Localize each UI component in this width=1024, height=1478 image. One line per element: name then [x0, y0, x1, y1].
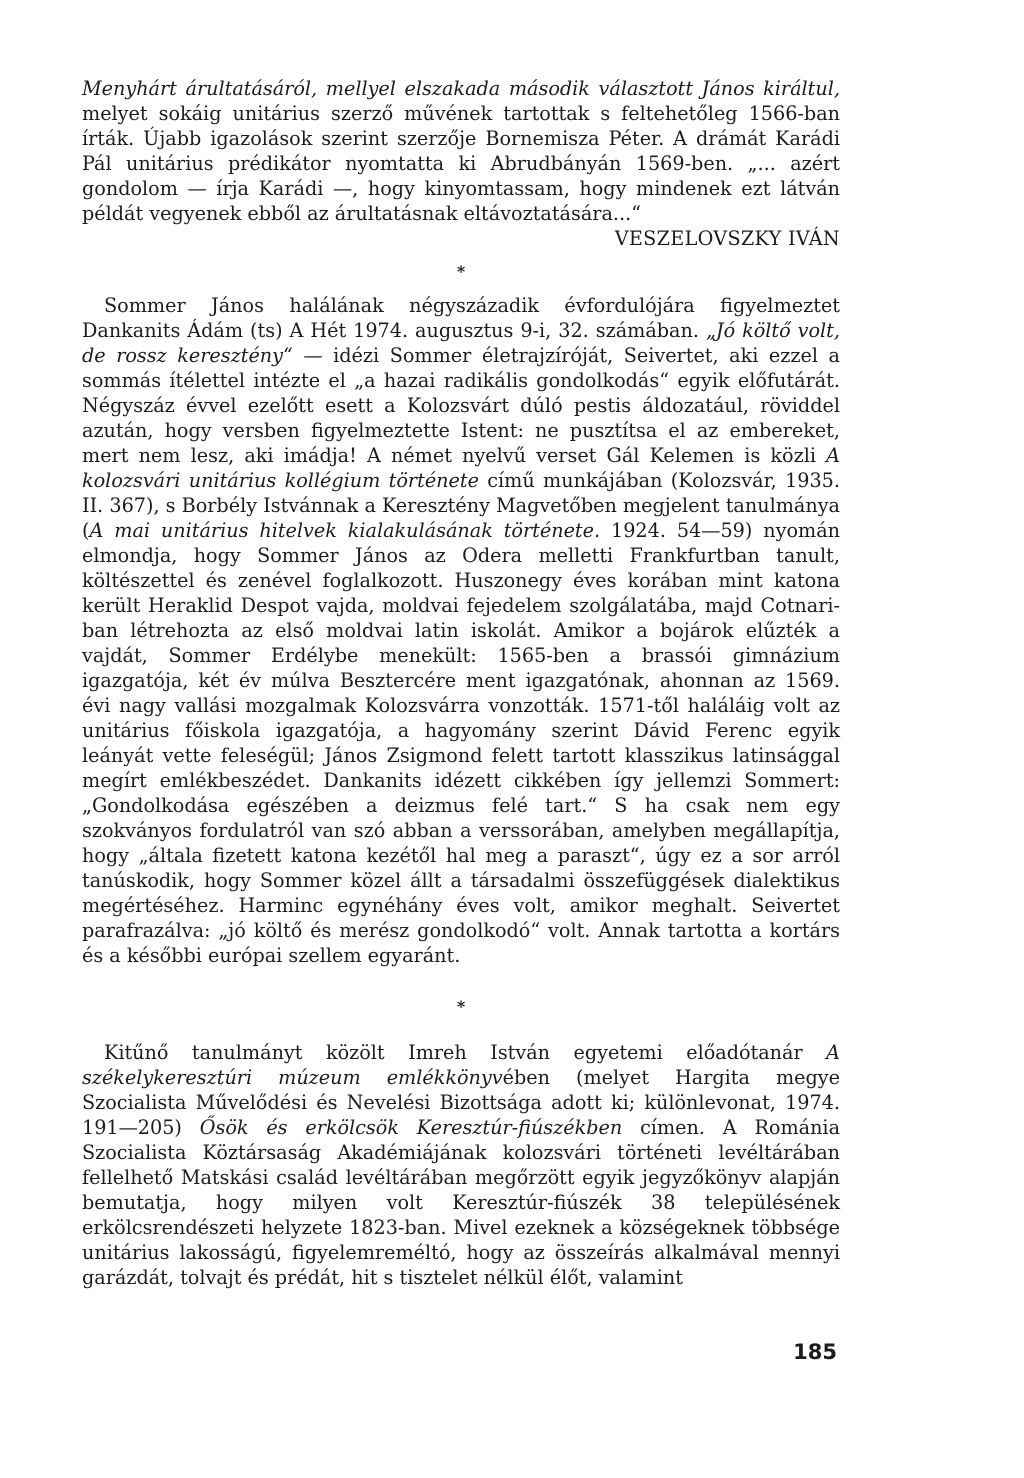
text-segment-italic: A mai unitárius hitelvek kialakulásának története.	[89, 519, 601, 542]
article2-paragraph	[82, 293, 840, 968]
section-separator: *	[456, 997, 466, 1016]
author-signature: VESZELOVSZKY IVÁN	[614, 227, 840, 250]
text-segment: ében (melyet Hargita megye Szocialista Művelődési és Nevelési Bizottsága adott ki; különlevonat, 1974. 191—205)	[82, 1066, 840, 1139]
text-segment-italic: „Jó költő volt, de rossz keresztény“	[82, 319, 840, 367]
text-segment: 1924. 54—59) nyomán elmondja, hogy Sommer János az Odera melletti Frankfurtban tanult, költészettel és zenével foglalkozott. Huszonegy éves korában mint katona került Heraklid Despot vajda, moldvai fejedelem szolgálatába, majd Cotnari-ban létrehozta az első moldvai latin iskolát. Amikor a bojárok elűzték a vajdát, Sommer Erdélybe menekült: 1565-ben a brassói gimnázium igazgatója, két év múlva Besztercére ment igazgatónak, ahonnan az 1569. évi nagy vallási mozgalmak Kolozsvárra vonzották. 1571-től haláláig volt az unitárius főiskola igazgatója, a hagyomány szerint Dávid Ferenc egyik leányát vette feleségül; János Zsigmond felett tartott klasszikus latinsággal megírt emlékbeszédet. Dankanits idézett cikkében így jellemzi Sommert: „Gondolkodása egészében a deizmus felé tart.“ S ha csak nem egy szokványos fordulatról van szó abban a verssorában, amelyben megállapítja, hogy „általa fizetett katona kezétől hal meg a paraszt“, úgy ez a sor arról tanúskodik, hogy Sommer közel állt a társadalmi összefüggések dialektikus megértéséhez. Harminc egynéhány éves volt, amikor meghalt. Seivertet parafrazálva: „jó költő és merész gondolkodó“ volt. Annak tartotta a kortárs és a későbbi európai szellem egyaránt.	[82, 519, 840, 967]
text-segment-italic: Ősök és erkölcsök Keresztúr-fiúszékben	[199, 1116, 623, 1139]
text-segment: címen. A Románia Szocialista Köztársaság Akadémiájának kolozsvári történeti levéltárában fellelhető Matskási család levéltárában megőrzött egyik jegyzőkönyv alapján bemutatja, hogy milyen volt Keresztúr-fiúszék 38 településének erkölcsrendészeti helyzete 1823-ban. Mivel ezeknek a községeknek többsége unitárius lakosságú, figyelemreméltó, hogy az összeírás alkalmával mennyi garázdát, tolvajt és prédát, hit s tisztelet nélkül élőt, valamint	[82, 1116, 841, 1289]
page-body	[82, 76, 840, 1290]
text-segment: Kitűnő tanulmányt közölt Imreh István egyetemi előadótanár	[104, 1041, 827, 1064]
article1-paragraph	[82, 76, 840, 226]
text-segment: — idézi Sommer életrajzíróját, Seivertet, aki ezzel a sommás ítélettel intézte el „a hazai radikális gondolkodás“ egyik előfutárát. Négyszáz évvel ezelőtt esett a Kolozsvárt dúló pestis áldozatául, röviddel azután, hogy versben figyelmeztette Istent: ne pusztítsa el az embereket, mert nem lesz, aki imádja! A német nyelvű verset Gál Kelemen is közli	[82, 344, 840, 467]
section-separator: *	[456, 262, 466, 281]
text-segment-italic: A kolozsvári unitárius kollégium története	[82, 444, 840, 492]
page-number: 185	[793, 1340, 837, 1364]
text-segment-italic: A székelykeresztúri múzeum emlékkönyv	[82, 1041, 840, 1089]
text-segment: Sommer János halálának négyszázadik évfordulójára figyelmeztet Dankanits Ádám (ts) A Hét 1974. augusztus 9-i, 32. számában.	[82, 294, 840, 342]
text-segment: című munkájában (Kolozsvár, 1935. II. 367), s Borbély Istvánnak a Keresztény Magvetőben megjelent tanulmánya (	[82, 469, 840, 542]
text-segment-italic: Menyhárt árultatásáról, mellyel elszakada második választott János királtul,	[82, 77, 840, 100]
text-segment: melyet sokáig unitárius szerző művének tartottak s feltehetőleg 1566-ban írták. Újabb igazolások szerint szerzője Bornemisza Péter. A drámát Karádi Pál unitárius prédikátor nyomtatta ki Abrudbányán 1569-ben. „... azért gondolom — írja Karádi —, hogy kinyomtassam, hogy mindenek ezt látván példát vegyenek ebből az árultatásnak eltávoztatására...“	[82, 102, 840, 225]
article3-paragraph	[82, 1040, 840, 1290]
